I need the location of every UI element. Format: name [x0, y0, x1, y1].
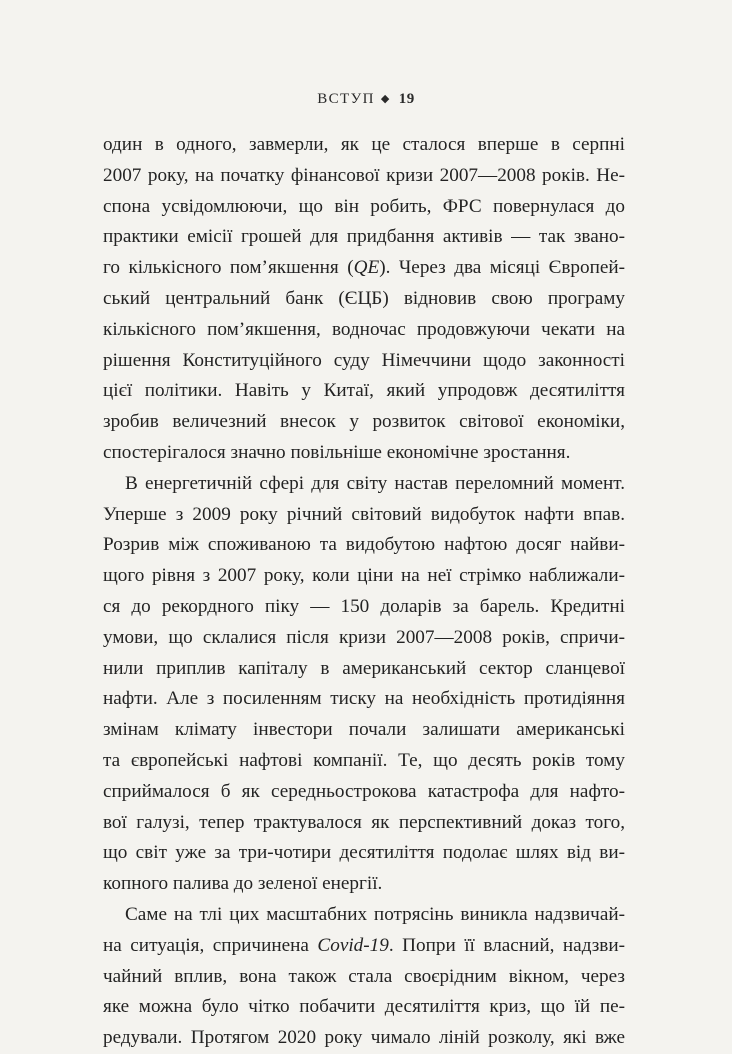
text-line: зробив величезний внесок у розвиток світової економіки,	[103, 411, 625, 433]
italic-term: QE	[353, 257, 380, 279]
text-segment: на ситуація, спричинена	[103, 934, 318, 956]
text-line	[103, 931, 625, 962]
body-text	[103, 130, 625, 1054]
text-line: цієї політики. Навіть у Китаї, який упродовж десятиліття	[103, 380, 625, 402]
text-segment: . Попри її власний, надзви-	[388, 934, 625, 956]
text-line: кількісного пом’якшення, водночас продовжуючи чекати на	[103, 318, 625, 340]
text-line: спона усвідомлюючи, що він робить, ФРС повернулася до	[103, 195, 625, 217]
page-number: 19	[398, 91, 415, 107]
text-line: один в одного, завмерли, як це сталося вперше в серпні	[103, 134, 625, 155]
text-line: нили приплив капіталу в американський сектор сланцевої	[103, 657, 625, 679]
diamond-separator-icon: ◆	[380, 93, 391, 105]
text-line: редували. Протягом 2020 року чимало ліній розколу, які вже	[103, 1027, 625, 1049]
text-line: рішення Конституційного суду Німеччини щодо законності	[103, 349, 625, 371]
text-line: спостерігалося значно повільніше економічне зростання.	[103, 441, 571, 463]
text-line: вої галузі, тепер трактувалося як перспективний доказ того,	[103, 811, 625, 833]
text-line: сприймалося б як середньострокова катастрофа для нафто-	[103, 780, 625, 802]
text-line: що світ уже за три-чотири десятиліття подолає шлях від ви-	[103, 842, 625, 864]
text-line: умови, що склалися після кризи 2007—2008 років, спричи-	[103, 626, 625, 648]
text-line: щого рівня з 2007 року, коли ціни на неї стрімко наближали-	[103, 565, 625, 587]
text-segment: го кількісного пом’якшення (	[103, 257, 354, 279]
text-line: яке можна було чітко побачити десятиліття криз, що їй пе-	[103, 996, 625, 1018]
text-line: чайний вплив, вона також стала своєрідним вікном, через	[103, 965, 625, 987]
text-line: ся до рекордного піку — 150 доларів за барель. Кредитні	[103, 595, 625, 617]
text-line: 2007 року, на початку фінансової кризи 2007—2008 років. Не-	[103, 164, 625, 186]
text-line	[103, 253, 625, 284]
text-line: Саме на тлі цих масштабних потрясінь виникла надзвичай-	[125, 903, 625, 925]
text-line: Розрив між споживаною та видобутою нафтою досяг найви-	[103, 534, 625, 556]
text-line: копного палива до зеленої енергії.	[103, 873, 383, 895]
text-line: та європейські нафтові компанії. Те, що десять років тому	[103, 749, 625, 771]
text-segment: ). Через два місяці Європей-	[379, 257, 625, 279]
section-title: ВСТУП	[317, 91, 375, 107]
text-line: ський центральний банк (ЄЦБ) відновив свою програму	[103, 287, 625, 309]
text-line: нафти. Але з посиленням тиску на необхідність протидіяння	[103, 688, 625, 710]
italic-term: Covid-19	[317, 934, 389, 956]
text-line: практики емісії грошей для придбання активів — так звано-	[103, 226, 625, 248]
running-head	[0, 91, 732, 108]
text-line: В енергетичній сфері для світу настав переломний момент.	[125, 472, 625, 494]
text-line: Уперше з 2009 року річний світовий видобуток нафти впав.	[103, 503, 625, 525]
text-line: змінам клімату інвестори почали залишати американські	[103, 719, 625, 741]
